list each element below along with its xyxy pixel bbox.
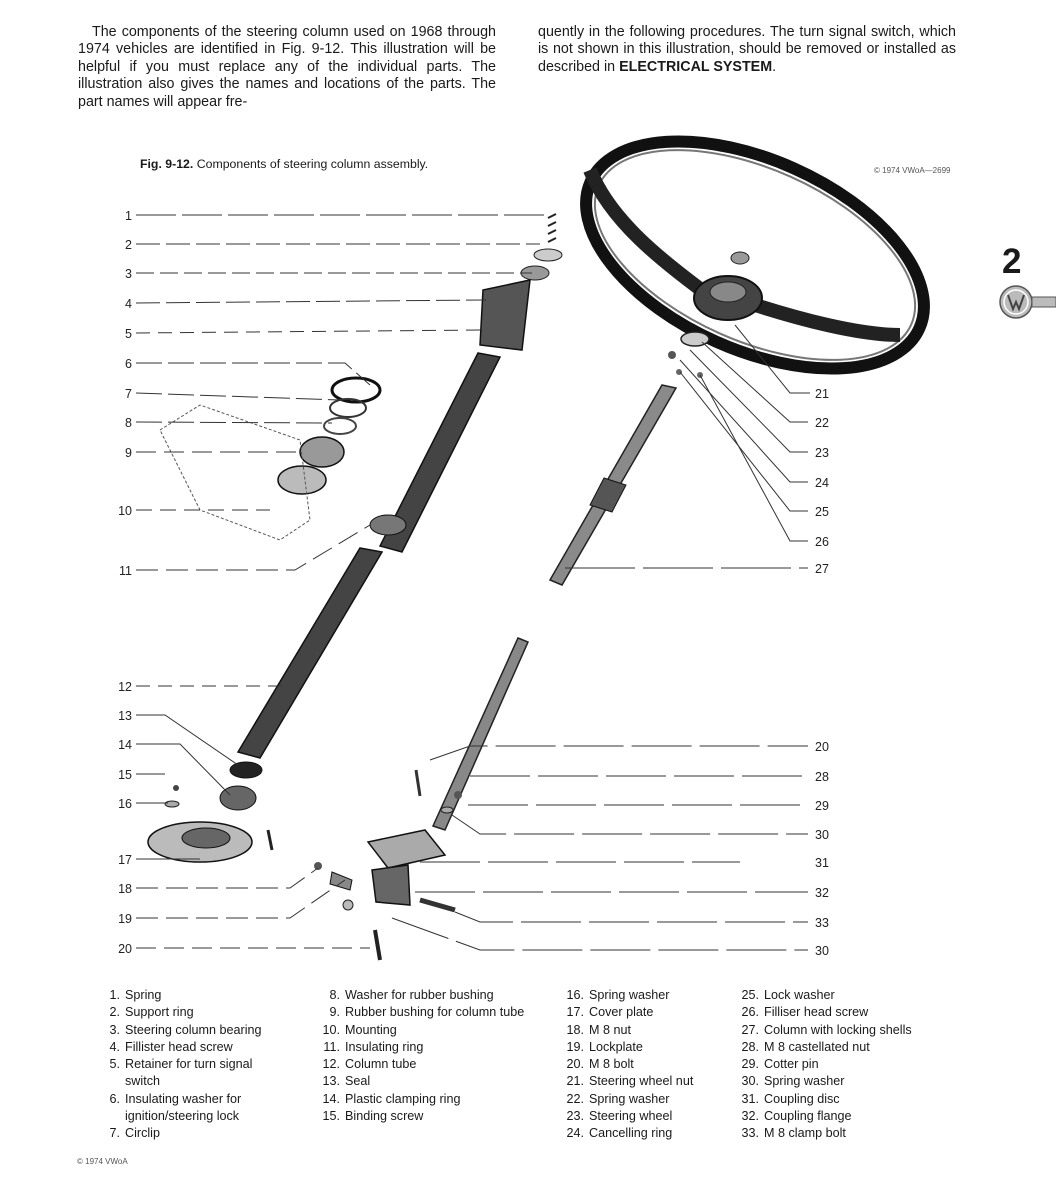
legend-number: 28. — [741, 1039, 759, 1054]
legend-item — [735, 1004, 965, 1021]
legend-number: 32. — [741, 1109, 759, 1124]
legend-text: Lockplate — [589, 1039, 643, 1054]
legend-number: 26. — [741, 1005, 759, 1020]
chapter-number: 2 — [1002, 242, 1022, 281]
legend-number: 11. — [323, 1039, 340, 1054]
legend-number: 16. — [566, 988, 584, 1002]
callout-18: 18 — [118, 882, 132, 896]
legend-text: Mounting — [345, 1022, 397, 1037]
intro-right-end: . — [772, 58, 777, 75]
figure-credit: © 1974 VWoA—2699 — [874, 166, 951, 175]
legend-number: 29. — [741, 1057, 759, 1072]
legend-item — [560, 987, 730, 1004]
legend-number: 27. — [741, 1022, 759, 1037]
legend-item — [96, 987, 286, 1004]
legend-number: 22. — [566, 1091, 584, 1106]
legend-item — [735, 1022, 965, 1039]
legend-number: 33. — [741, 1126, 759, 1141]
callout-4: 4 — [125, 297, 132, 311]
legend-number: 30. — [741, 1074, 759, 1089]
right-callout-numbers — [815, 387, 829, 958]
footer-copyright: © 1974 VWoA — [77, 1157, 128, 1166]
legend-item — [96, 1056, 286, 1091]
figure-title: Components of steering column assembly. — [196, 157, 429, 171]
legend-text: Coupling disc — [764, 1091, 840, 1106]
legend-text: Coupling flange — [764, 1109, 852, 1124]
callout-32: 32 — [815, 886, 829, 900]
legend-text: Binding screw — [345, 1109, 424, 1124]
legend-number: 13. — [322, 1074, 340, 1089]
legend-text: Washer for rubber bushing — [345, 988, 494, 1002]
legend-text: Circlip — [125, 1126, 160, 1141]
legend-item — [316, 1004, 536, 1021]
legend-number: 14. — [322, 1091, 340, 1106]
legend-item — [735, 1125, 965, 1142]
legend-item — [560, 1004, 730, 1021]
legend-item — [316, 1039, 536, 1056]
intro-right-text: quently in the following procedures. The turn signal switch, which is not shown in this illustration, should be removed or installed as described in — [538, 24, 956, 75]
callout-26: 26 — [815, 535, 829, 549]
legend-number: 10. — [322, 1022, 340, 1037]
callout-5: 5 — [125, 327, 132, 341]
electrical-system-reference: ELECTRICAL SYSTEM — [619, 58, 773, 75]
legend-item — [96, 1022, 286, 1039]
legend-number: 19. — [566, 1039, 584, 1054]
legend-number: 23. — [566, 1109, 584, 1124]
legend-text: M 8 nut — [589, 1022, 631, 1037]
callout-10: 10 — [118, 504, 132, 518]
legend-item — [96, 1039, 286, 1056]
hub-parts — [668, 332, 709, 378]
legend-item — [316, 1108, 536, 1125]
legend-number: 20. — [566, 1057, 584, 1072]
figure-label: Fig. 9-12. — [140, 157, 194, 171]
legend-number: 4. — [109, 1039, 120, 1054]
legend-text: Steering wheel nut — [589, 1074, 694, 1089]
legend-text: Column with locking shells — [764, 1022, 912, 1037]
legend-item — [316, 1056, 536, 1073]
legend-number: 1. — [109, 988, 120, 1002]
legend-item — [316, 987, 536, 1004]
left-callout-numbers — [118, 209, 132, 956]
callout-15: 15 — [118, 768, 132, 782]
legend-number: 21. — [566, 1074, 584, 1089]
callout-9: 9 — [125, 446, 132, 460]
legend-text: Steering column bearing — [125, 1022, 262, 1037]
legend-number: 15. — [322, 1109, 340, 1124]
legend-number: 25. — [741, 988, 759, 1002]
callout-24: 24 — [815, 476, 829, 490]
callout-23: 23 — [815, 446, 829, 460]
intro-text-left: The components of the steering column used on 1968 through 1974 vehicles are identified in Fig. 9-12. This illustration will be helpful if you must replace any of the individual parts. The illustration also gives the names and locations of the parts. The part names will appear fre- — [78, 24, 496, 110]
legend-text: Cancelling ring — [589, 1126, 673, 1141]
legend-text: Retainer for turn signal switch — [125, 1057, 253, 1089]
legend-number: 12. — [322, 1057, 340, 1072]
legend-number: 6. — [109, 1091, 120, 1106]
callout-19: 19 — [118, 912, 132, 926]
legend-text: Spring washer — [764, 1074, 845, 1089]
callout-22: 22 — [815, 416, 829, 430]
legend-text: M 8 castellated nut — [764, 1039, 870, 1054]
callout-25: 25 — [815, 505, 829, 519]
callout-8: 8 — [125, 416, 132, 430]
legend-item — [96, 1091, 286, 1126]
legend-text: Seal — [345, 1074, 371, 1089]
legend-item — [560, 1039, 730, 1056]
legend-text: Spring washer — [589, 1091, 670, 1106]
legend-number: 18. — [566, 1022, 584, 1037]
callout-13: 13 — [118, 709, 132, 723]
legend-number: 31. — [741, 1091, 759, 1106]
legend-item — [560, 1108, 730, 1125]
legend-text: Steering wheel — [589, 1109, 673, 1124]
callout-30-upper: 30 — [815, 828, 829, 842]
legend-text: Insulating ring — [345, 1039, 424, 1054]
legend-number: 2. — [109, 1005, 120, 1020]
callout-20-right: 20 — [815, 740, 829, 754]
callout-20-left: 20 — [118, 942, 132, 956]
steering-wheel — [552, 95, 958, 415]
callout-30-lower: 30 — [815, 944, 829, 958]
callout-27: 27 — [815, 562, 829, 576]
callout-28: 28 — [815, 770, 829, 784]
mounting-bracket — [160, 378, 380, 540]
callout-16: 16 — [118, 797, 132, 811]
legend-number: 5. — [109, 1057, 120, 1072]
callout-1: 1 — [125, 209, 132, 223]
legend-text: Plastic clamping ring — [345, 1091, 461, 1106]
callout-6: 6 — [125, 357, 132, 371]
legend-text: Lock washer — [764, 988, 835, 1002]
callout-17: 17 — [118, 853, 132, 867]
callout-21: 21 — [815, 387, 829, 401]
callout-29: 29 — [815, 799, 829, 813]
legend-item — [735, 1091, 965, 1108]
legend-column-1 — [96, 987, 286, 1143]
lower-column-parts — [148, 762, 380, 960]
legend-text: Support ring — [125, 1005, 194, 1020]
legend-text: Column tube — [345, 1057, 417, 1072]
legend-item — [560, 1073, 730, 1090]
legend-item — [96, 1004, 286, 1021]
legend-item — [735, 1108, 965, 1125]
legend-item — [316, 1073, 536, 1090]
legend-column-4 — [735, 987, 965, 1143]
coupling-assembly — [368, 638, 528, 910]
legend-number: 7. — [109, 1126, 120, 1141]
callout-14: 14 — [118, 738, 132, 752]
callout-7: 7 — [125, 387, 132, 401]
legend-item — [316, 1022, 536, 1039]
legend-item — [560, 1125, 730, 1142]
callout-12: 12 — [118, 680, 132, 694]
legend-item — [560, 1022, 730, 1039]
legend-text: M 8 bolt — [589, 1057, 634, 1072]
legend-item — [735, 1073, 965, 1090]
legend-item — [560, 1091, 730, 1108]
upper-column-parts — [480, 214, 562, 350]
callout-33: 33 — [815, 916, 829, 930]
legend-text: Spring — [125, 988, 162, 1002]
legend-text: M 8 clamp bolt — [764, 1126, 846, 1141]
column-tube — [238, 353, 500, 758]
legend-number: 24. — [566, 1126, 584, 1141]
legend-text: Fillister head screw — [125, 1039, 233, 1054]
callout-2: 2 — [125, 238, 132, 252]
steering-shaft — [550, 385, 676, 585]
legend-column-3 — [560, 987, 730, 1143]
legend-text: Spring washer — [589, 988, 670, 1002]
callout-11: 11 — [119, 564, 132, 578]
legend-item — [96, 1125, 286, 1142]
legend-item — [735, 1039, 965, 1056]
legend-text: Cotter pin — [764, 1057, 819, 1072]
callout-31: 31 — [815, 856, 829, 870]
legend-item — [735, 987, 965, 1004]
legend-text: Cover plate — [589, 1005, 654, 1020]
legend-column-2 — [316, 987, 536, 1125]
legend-item — [316, 1091, 536, 1108]
legend-text: Filliser head screw — [764, 1005, 869, 1020]
legend-number: 9. — [329, 1005, 340, 1020]
legend-number: 3. — [109, 1022, 120, 1037]
legend-item — [560, 1056, 730, 1073]
legend-item — [735, 1056, 965, 1073]
callout-3: 3 — [125, 267, 132, 281]
legend-text: Insulating washer for ignition/steering lock — [125, 1091, 242, 1124]
legend-number: 17. — [566, 1005, 584, 1020]
legend-number: 8. — [329, 988, 340, 1002]
legend-text: Rubber bushing for column tube — [345, 1005, 525, 1020]
